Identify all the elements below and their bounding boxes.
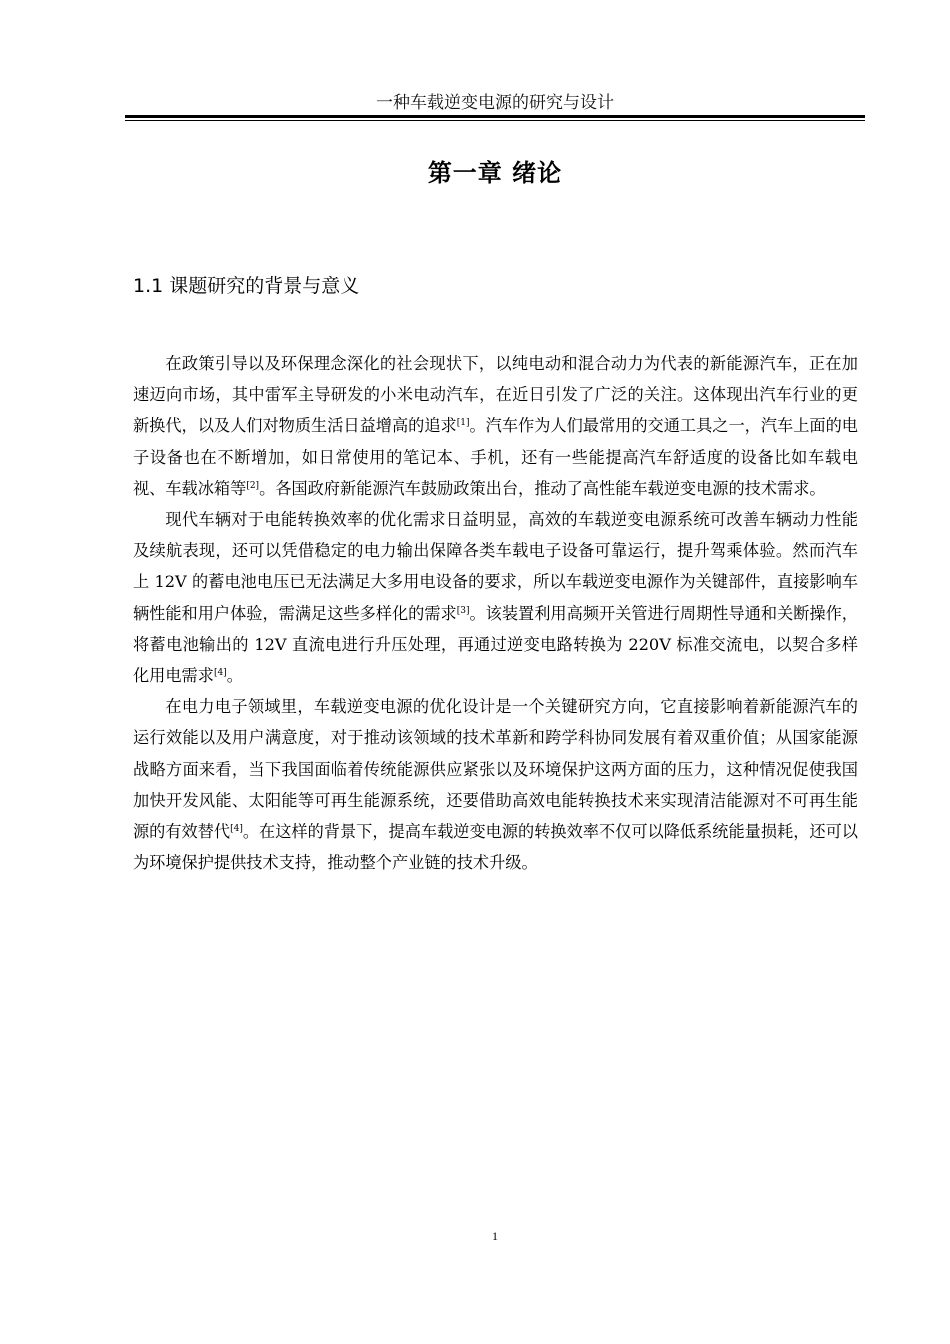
citation: [2]: [246, 480, 260, 491]
paragraph-text: 。各国政府新能源汽车鼓励政策出台，推动了高性能车载逆变电源的技术需求。: [259, 478, 826, 498]
paragraph-2: [133, 504, 858, 691]
citation: [4]: [213, 668, 227, 679]
body-text: [133, 348, 858, 878]
paragraph-text: 。该装置利用高频开关管进行周期性导通和关断操作，将蓄电池输出的 12V 直流电进行升压处理，再通过逆变电路转换为 220V 标准交流电，以契合多样化用电需求: [133, 603, 858, 686]
header-rule-thin: [125, 120, 865, 121]
header-rule: [125, 115, 865, 118]
paragraph-3: [133, 691, 858, 878]
citation: [4]: [230, 824, 243, 835]
running-header: 一种车载逆变电源的研究与设计: [376, 93, 614, 113]
page-number: 1: [492, 1229, 498, 1243]
citation: [1]: [456, 418, 470, 429]
citation: [3]: [456, 605, 470, 616]
paragraph-1: [133, 348, 858, 504]
section-heading: 1.1 课题研究的背景与意义: [133, 275, 360, 297]
paragraph-text: 在电力电子领域里，车载逆变电源的优化设计是一个关键研究方向，它直接影响着新能源汽车的运行效能以及用户满意度，对于推动该领域的技术革新和跨学科协同发展有着双重价值；从国家能源战略方面来看，当下我国面临着传统能源供应紧张以及环境保护这两方面的压力，这种情况促使我国加快开发风能、太阳能等可再生能源系统，还要借助高效电能转换技术来实现清洁能源对不可再生能源的有效替代: [133, 697, 858, 842]
paragraph-text: 在政策引导以及环保理念深化的社会现状下，以纯电动和混合动力为代表的新能源汽车，正在加速迈向市场，其中雷军主导研发的小米电动汽车，在近日引发了广泛的关注。这体现出汽车行业的更新换代，以及人们对物质生活日益增高的追求: [133, 354, 858, 436]
paragraph-text: 现代车辆对于电能转换效率的优化需求日益明显，高效的车载逆变电源系统可改善车辆动力性能及续航表现，还可以凭借稳定的电力输出保障各类车载电子设备可靠运行，提升驾乘体验。然而汽车上 12V 的蓄电池电压已无法满足大多用电设备的要求，所以车载逆变电源作为关键部件，直接影响车辆性能和用户体验，需满足这些多样化的需求: [133, 510, 858, 623]
paragraph-text: 。汽车作为人们最常用的交通工具之一，汽车上面的电子设备也在不断增加，如日常使用的笔记本、手机，还有一些能提高汽车舒适度的设备比如车载电视、车载冰箱等: [133, 416, 858, 498]
paragraph-text: 。: [226, 666, 243, 686]
chapter-title: 第一章 绪论: [427, 159, 563, 187]
paragraph-text: 。在这样的背景下，提高车载逆变电源的转换效率不仅可以降低系统能量损耗，还可以为环境保护提供技术支持，推动整个产业链的技术升级。: [133, 822, 858, 873]
